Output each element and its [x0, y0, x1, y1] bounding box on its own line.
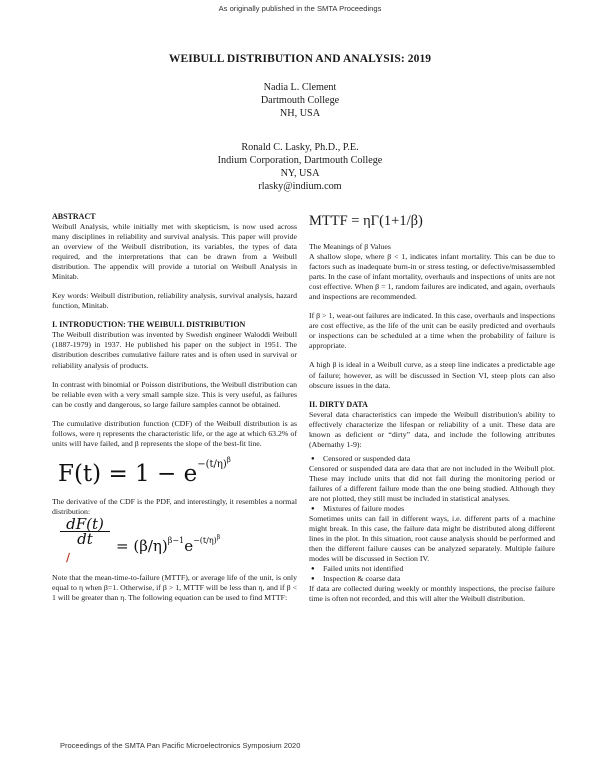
mixtures-text: Sometimes units can fail in different ways, i.e. different parts of a machine might break. In this case, the failure data might be distributed along different lines in the plot. In this situation, root cause analysis should be performed and then the different failure causes can be analyzed separately. Multiple failure modes will be discussed in Section IV.: [309, 514, 555, 564]
author-2-email[interactable]: rlasky@indium.com: [258, 180, 342, 192]
bullet-mixtures: ● Mixtures of failure modes: [309, 504, 555, 514]
pdf-rhs-e: e: [184, 536, 194, 555]
red-annotation-mark: /: [66, 550, 71, 564]
dirty-data-intro: Several data characteristics can impede the Weibull distribution's ability to effectively characterize the lifespan or reliability of a unit. These data are known as deficient or “dirty” data, and include the following attributes (Abernathy 1-9):: [309, 409, 555, 449]
pdf-intro: The derivative of the CDF is the PDF, and interestingly, it resembles a normal distribution:: [52, 496, 297, 516]
bullet-inspection: ● Inspection & coarse data: [309, 574, 555, 584]
censored-text: Censored or suspended data are data that are not included in the Weibull plot. These may include units that did not fail during the monitoring period or failures of a different failure mode than the one being studied. Although they are not plotted, they still must be included in statistical analyses.: [309, 463, 555, 503]
intro-paragraph-2: In contrast with binomial or Poisson distributions, the Weibull distribution can be reliable even with a very small sample size. This is very useful, as failures can be costly and dangerous, so large failure samples cannot be obtained.: [52, 379, 297, 409]
author-1-affiliation: Dartmouth College: [260, 94, 340, 106]
left-column: [52, 212, 297, 603]
paper-title: WEIBULL DISTRIBUTION AND ANALYSIS: 2019: [168, 53, 432, 65]
beta-paragraph-1: A shallow slope, where β < 1, indicates infant mortality. This can be due to factors such as inadequate burn-in or stress testing, or defective/misassembled parts. In the case of infant mortality, overhauls and inspections of units are not cost effective. When β = 1, random failures are indicated, and again, overhauls and inspections are recommended.: [309, 252, 555, 302]
mttf-paragraph: Note that the mean-time-to-failure (MTTF), or average life of the unit, is only equal to η when β=1. Otherwise, if β > 1, MTTF will be less than η, and if β < 1 will be greater than η. The following equation can be used to find MTTF:: [52, 572, 297, 603]
pdf-rhs-exponent: β−1: [167, 535, 185, 545]
intro-heading: I. INTRODUCTION: THE WEIBULL DISTRIBUTION: [52, 320, 246, 330]
inspection-text: If data are collected during weekly or monthly inspections, the precise failure time is often not recorded, and this will alter the Weibull distribution.: [309, 584, 555, 604]
author-1-name: Nadia L. Clement: [263, 82, 337, 93]
author-2-location: NY, USA: [280, 167, 320, 179]
source-note: As originally published in the SMTA Proceedings: [218, 4, 382, 13]
pdf-numerator: dF(t): [66, 514, 104, 533]
pdf-rhs: [116, 533, 221, 555]
mttf-equation: MTTF = ηΓ(1+1/β): [309, 213, 423, 229]
pdf-rhs-e-exponent-beta: β: [216, 533, 221, 541]
footer: Proceedings of the SMTA Pan Pacific Microelectronics Symposium 2020: [60, 741, 301, 750]
intro-paragraph-1: The Weibull distribution was invented by Swedish engineer Waloddi Weibull (1887-1979) in 1937. He published his paper on the subject in 1951. The distribution describes cumulative failure rates and is often used in survival or reliability analysis of products.: [52, 330, 297, 370]
author-1-location: NH, USA: [279, 107, 321, 119]
abstract-text: Weibull Analysis, while initially met with skepticism, is now used across many disciplines in reliability and survival analysis. This paper will provide an overview of the Weibull distribution, its variables, the types of data required, and the interpretations that can be drawn from a Weibull distribution. The appendix will provide a tutorial on Weibull Analysis in Minitab.: [52, 222, 297, 282]
beta-paragraph-2: If β > 1, wear-out failures are indicated. In this case, overhauls and inspections are cost effective, as the life of the unit can be easily predicted and overhauls or inspections can be scheduled at a time when the probability of failure is appropriate.: [309, 311, 555, 351]
dirty-data-heading: II. DIRTY DATA: [309, 399, 368, 409]
pdf-fraction: [60, 514, 110, 548]
cdf-equation: [52, 449, 297, 497]
pdf-rhs-e-exponent: −(t/η): [193, 535, 217, 545]
cdf-exponent: −(t/η): [197, 458, 227, 470]
beta-heading: The Meanings of β Values: [309, 242, 391, 251]
bullet-failed-units: ● Failed units not identified: [309, 564, 555, 574]
pdf-denominator: dt: [77, 529, 93, 548]
bullet-censored: ● Censored or suspended data: [309, 454, 555, 464]
beta-paragraph-3: A high β is ideal in a Weibull curve, as a steep line indicates a predictable age of failure; however, as will be discussed in Section VI, steep plots can also obscure issues in the data.: [309, 360, 555, 390]
intro-paragraph-3: The cumulative distribution function (CDF) of the Weibull distribution is as follows, were η represents the characteristic life, or the age at which 63.2% of units will have failed, and β represents the slope of the best-fit line.: [52, 418, 297, 448]
abstract-heading: ABSTRACT: [52, 212, 96, 221]
author-2-affiliation: Indium Corporation, Dartmouth College: [217, 155, 383, 167]
author-2-name: Ronald C. Lasky, Ph.D., P.E.: [241, 142, 359, 154]
keywords: Key words: Weibull distribution, reliability analysis, survival analysis, hazard function, Minitab.: [52, 291, 297, 311]
right-column: [309, 214, 555, 605]
pdf-equation: [52, 514, 297, 573]
cdf-exponent-beta: β: [226, 455, 231, 464]
pdf-rhs-base: = (β/η): [116, 536, 168, 555]
author-block: [0, 82, 600, 194]
cdf-lhs: F(t) = 1 − e: [58, 460, 198, 487]
